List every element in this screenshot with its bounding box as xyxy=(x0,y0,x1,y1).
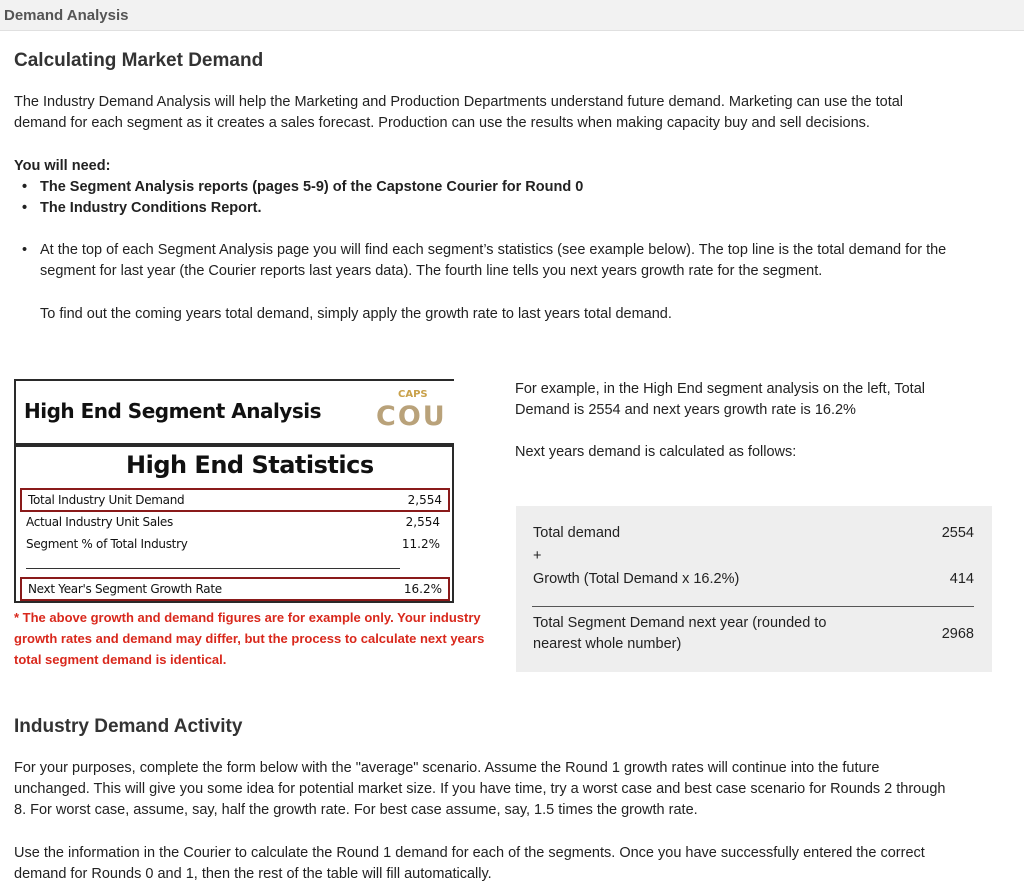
activity-p2-line-1: Use the information in the Courier to calculate the Round 1 demand for each of the segments. Once you have successfully entered the correct xyxy=(14,845,925,861)
intro-paragraph xyxy=(14,92,1004,134)
note-line-2: growth rates and demand may differ, but the process to calculate next years xyxy=(14,631,485,646)
example-disclaimer-note xyxy=(14,607,494,670)
calc-total-value: 2554 xyxy=(941,525,974,541)
intro-line-1: The Industry Demand Analysis will help the Marketing and Production Departments understand future demand. Marketing can use the total xyxy=(14,94,904,110)
need-item-segment-reports: • The Segment Analysis reports (pages 5-9) of the Capstone Courier for Round 0 xyxy=(40,177,583,198)
note-line-3: total segment demand is identical. xyxy=(14,652,227,667)
find-out-text: To find out the coming years total demand, simply apply the growth rate to last years total demand. xyxy=(40,306,672,322)
window-title: Demand Analysis xyxy=(4,7,129,24)
logo-big-text: COU xyxy=(376,401,447,432)
calc-result-label-line-2: nearest whole number) xyxy=(533,636,682,652)
stat-row-growth-rate xyxy=(20,577,450,601)
example-line-1: For example, in the High End segment analysis on the left, Total xyxy=(515,381,925,397)
example-line-2: Demand is 2554 and next years growth rate is 16.2% xyxy=(515,402,856,418)
activity-paragraph-1 xyxy=(14,758,1004,821)
capstone-courier-logo xyxy=(376,389,456,434)
calc-total-label: Total demand xyxy=(533,525,621,541)
stat-value: 2,554 xyxy=(405,515,440,529)
calc-sum-rule xyxy=(532,606,974,607)
example-calculation-intro: Next years demand is calculated as follows: xyxy=(515,444,797,460)
intro-line-2: demand for each segment as it creates a sales forecast. Production can use the results when making capacity buy and sell decisions. xyxy=(14,115,870,131)
activity-p1-line-3: 8. For worst case, assume, say, half the growth rate. For best case assume, say, 1.5 times the growth rate. xyxy=(14,802,698,818)
activity-p2-line-2: demand for Rounds 0 and 1, then the rest of the table will fill automatically. xyxy=(14,866,492,882)
stat-label: Next Year's Segment Growth Rate xyxy=(28,582,222,596)
stat-row-segment-percent xyxy=(20,534,446,554)
calc-result-value: 2968 xyxy=(941,626,974,642)
need-item-industry-conditions: • The Industry Conditions Report. xyxy=(40,198,262,219)
stat-row-total-demand xyxy=(20,488,450,512)
stat-label: Segment % of Total Industry xyxy=(26,537,188,551)
stat-label: Total Industry Unit Demand xyxy=(28,493,185,507)
stat-label: Actual Industry Unit Sales xyxy=(26,515,173,529)
statistics-line-1: • At the top of each Segment Analysis page you will find each segment’s statistics (see example below). The top line is the total demand for the xyxy=(40,242,947,258)
segment-analysis-example-image xyxy=(14,379,455,601)
calc-result-label-line-1: Total Segment Demand next year (rounded to xyxy=(533,615,827,631)
stat-value: 16.2% xyxy=(403,582,442,596)
statistics-instruction xyxy=(40,240,1000,282)
example-title: High End Segment Analysis xyxy=(24,399,322,423)
stat-divider xyxy=(26,568,400,569)
example-stats-heading: High End Statistics xyxy=(126,451,374,479)
section-heading-industry-activity: Industry Demand Activity xyxy=(14,716,243,737)
example-explanation xyxy=(515,379,985,421)
demand-calculation-box xyxy=(516,506,992,672)
note-line-1: * The above growth and demand figures are for example only. Your industry xyxy=(14,610,481,625)
section-heading-calculating: Calculating Market Demand xyxy=(14,50,264,71)
stat-value: 11.2% xyxy=(401,537,440,551)
window-title-bar xyxy=(0,0,1024,31)
statistics-line-2: segment for last year (the Courier reports last years data). The fourth line tells you next years growth rate for the segment. xyxy=(40,263,823,279)
calc-growth-label: Growth (Total Demand x 16.2%) xyxy=(533,571,740,587)
activity-paragraph-2 xyxy=(14,843,1004,885)
stat-row-actual-sales xyxy=(20,512,446,532)
calc-growth-value: 414 xyxy=(949,571,974,587)
activity-p1-line-1: For your purposes, complete the form below with the "average" scenario. Assume the Round 1 growth rates will continue into the future xyxy=(14,760,880,776)
activity-p1-line-2: unchanged. This will give you some idea for potential market size. If you have time, try a worst case and best case scenario for Rounds 2 through xyxy=(14,781,946,797)
logo-small-text: CAPS xyxy=(398,389,428,400)
stat-value: 2,554 xyxy=(407,493,442,507)
calc-result-label xyxy=(533,613,826,655)
need-label: You will need: xyxy=(14,158,111,174)
calc-plus-sign: + xyxy=(533,548,542,564)
